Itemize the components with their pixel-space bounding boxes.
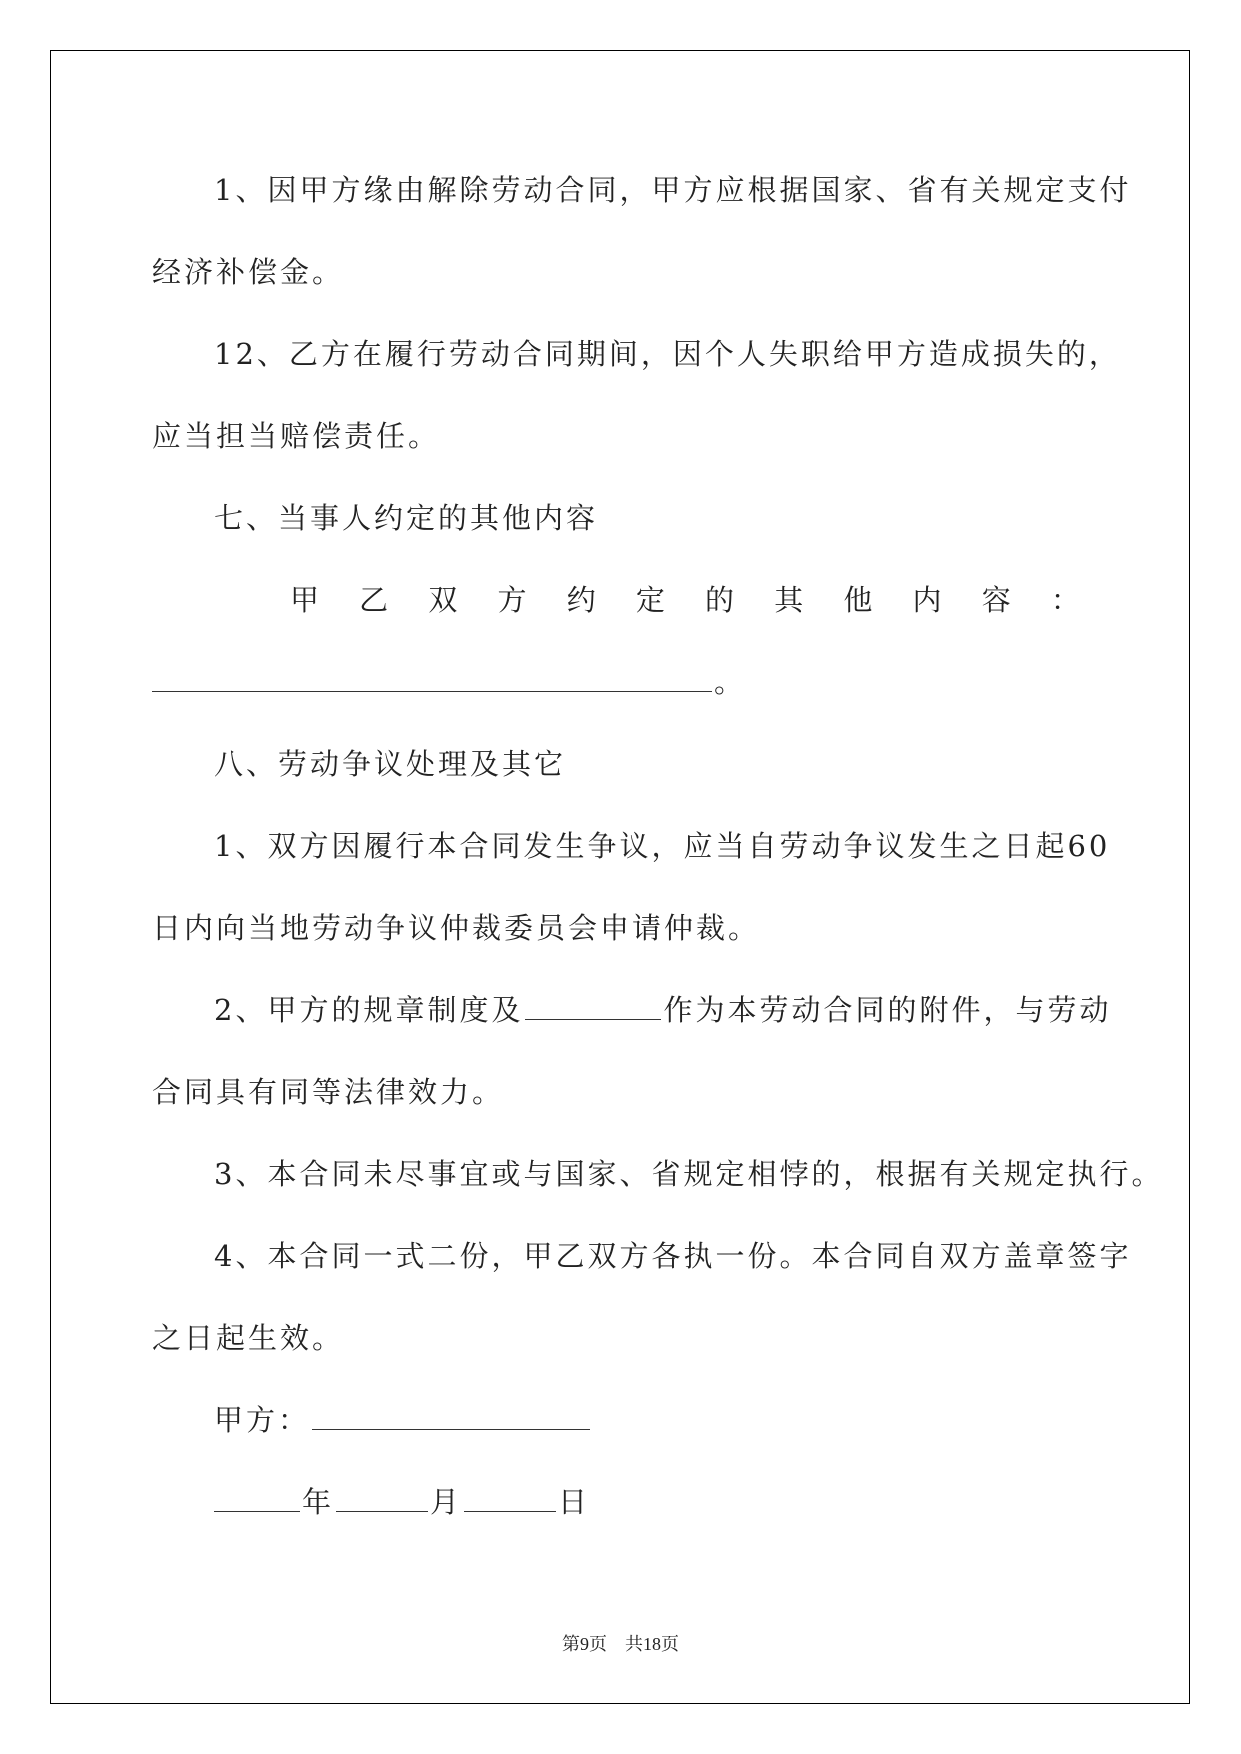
paragraph-line: 4、本合同一式二份，甲乙双方各执一份。本合同自双方盖章签字: [214, 1239, 1132, 1273]
page-footer: 第9页 共18页: [562, 1634, 679, 1654]
month-blank[interactable]: [336, 1485, 428, 1512]
spread-char: 内: [912, 583, 942, 617]
fill-blank[interactable]: [152, 665, 712, 692]
year-label: 年: [302, 1485, 335, 1519]
paragraph-line: [214, 990, 1154, 1030]
spread-char: 容: [981, 583, 1011, 617]
other-content-line: [290, 580, 1080, 620]
month-label: 月: [430, 1485, 463, 1519]
paragraph-line: 日内向当地劳动争议仲裁委员会申请仲裁。: [152, 911, 761, 945]
party-a-label: 甲方：: [214, 1403, 311, 1437]
paragraph-line: 12、乙方在履行劳动合同期间，因个人失职给甲方造成损失的，: [214, 337, 1121, 371]
date-line: [214, 1482, 1154, 1522]
spread-char: ：: [1050, 583, 1080, 617]
text-segment: 作为本劳动合同的附件，与劳动: [663, 993, 1112, 1027]
spread-char: 定: [635, 583, 665, 617]
spread-char: 甲: [290, 583, 320, 617]
day-label: 日: [558, 1485, 591, 1519]
spread-char: 双: [428, 583, 458, 617]
party-a-blank[interactable]: [312, 1403, 590, 1430]
party-a-signature-line: [214, 1400, 1154, 1440]
paragraph-line: 合同具有同等法律效力。: [152, 1075, 505, 1109]
text-segment: 2、甲方的规章制度及: [214, 993, 524, 1027]
spread-char: 的: [705, 583, 735, 617]
spread-char: 乙: [359, 583, 389, 617]
paragraph-line: 1、双方因履行本合同发生争议，应当自劳动争议发生之日起60: [214, 829, 1111, 863]
day-blank[interactable]: [464, 1485, 556, 1512]
spread-char: 他: [843, 583, 873, 617]
paragraph-line: 应当担当赔偿责任。: [152, 419, 441, 453]
spread-char: 方: [497, 583, 527, 617]
paragraph-line: 之日起生效。: [152, 1321, 345, 1355]
section-heading: 七、当事人约定的其他内容: [214, 501, 599, 535]
spread-char: 其: [774, 583, 804, 617]
fill-blank[interactable]: [525, 993, 661, 1020]
paragraph-line: 3、本合同未尽事宜或与国家、省规定相悖的，根据有关规定执行。: [214, 1157, 1164, 1191]
paragraph-line: 1、因甲方缘由解除劳动合同，甲方应根据国家、省有关规定支付: [214, 173, 1132, 207]
year-blank[interactable]: [214, 1485, 300, 1512]
other-content-blank-line: [152, 662, 1092, 702]
spread-char: 约: [566, 583, 596, 617]
period: 。: [714, 665, 747, 699]
section-heading: 八、劳动争议处理及其它: [214, 747, 567, 781]
page-border: [50, 50, 1190, 1704]
paragraph-line: 经济补偿金。: [152, 255, 345, 289]
